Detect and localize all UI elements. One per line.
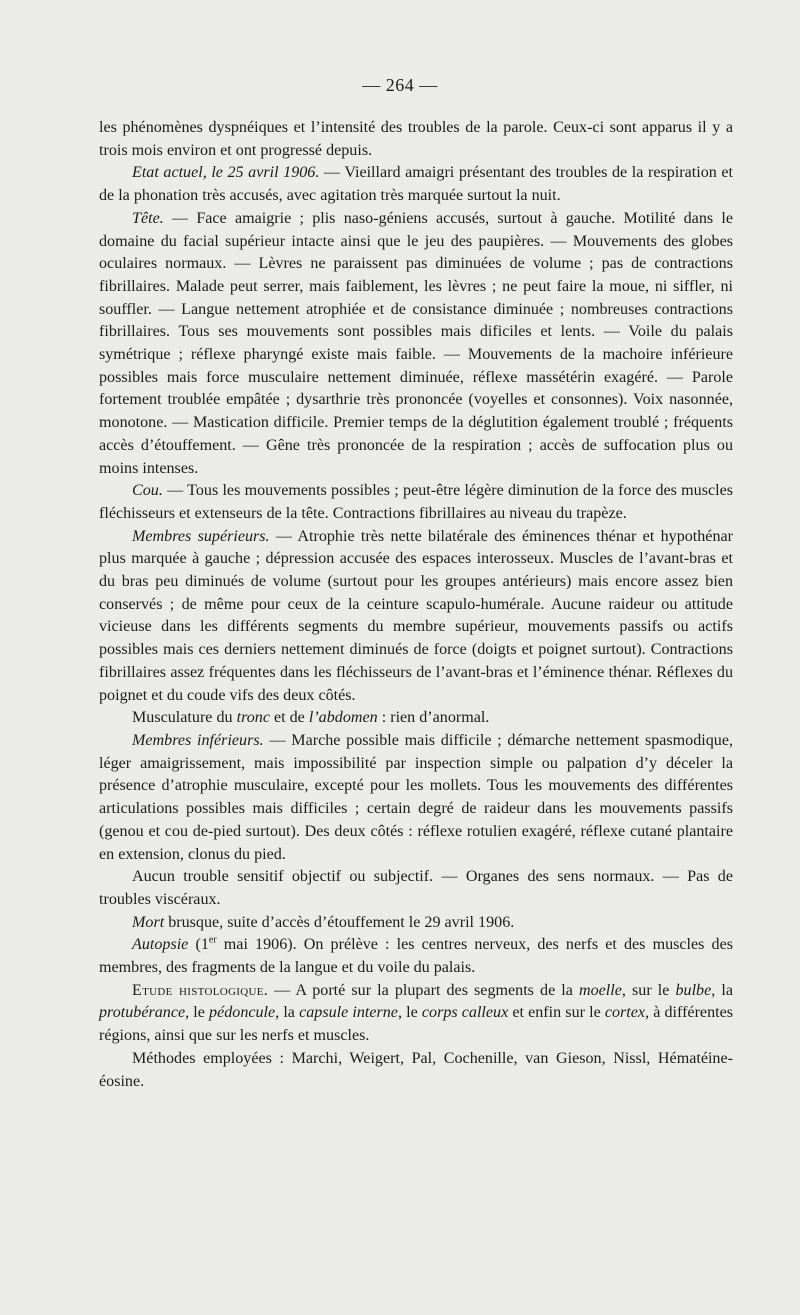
text-run: , à différentes régions, ainsi que sur les nerfs et muscles. [99,1004,734,1045]
small-caps-heading: Etude histologique. [132,981,269,999]
paragraph [99,980,733,1048]
text-run: — Marche possible mais difficile ; démarche nettement spasmodique, léger amaigrissement, mais impossibilité par inspection simple ou palpation d’y déceler la présence d’atrophie musculaire, excepté pour les mollets. Tous les mouvements des différentes articulations possibles mais difficiles ; certain degré de raideur dans les mouvements passifs (genou et cou de-pied surtout). Des deux côtés : réflexe rotulien exagéré, réflexe cutané plantaire en extension, clonus du pied. [99,731,733,863]
italic-text: corps calleux [421,1004,509,1022]
paragraph [99,208,733,480]
italic-text: Membres inférieurs. [132,731,264,749]
italic-text: tronc [236,709,270,727]
paragraph [99,117,733,162]
text-run: brusque, suite d’accès d’étouffement le 29 avril 1906. [164,913,515,931]
text-run: les phénomènes dyspnéiques et l’intensité des troubles de la parole. Ceux-ci sont apparus il y a trois mois environ et ont progressé depuis. [99,119,733,159]
text-run: — Atrophie très nette bilatérale des éminences thénar et hypothénar plus marquée à gauche ; dépression accusée des espaces interosseux. Muscles de l’avant-bras et du bras peu diminués de volume (surtout pour les groupes antérieurs) mais encore assez bien conservés ; de même pour ceux de la ceinture scapulo-humérale. Aucune raideur ou attitude vicieuse dans les différents segments du membre supérieur, mouvements passifs ou actifs possibles mais ces derniers nettement diminués de force (doigts et poignet surtout). Contractions fibrillaires assez fréquentes dans les fléchisseurs de l’avant-bras et l’éminence thénar. Réflexes du poignet et du coude vifs des deux côtés. [99,527,733,704]
text-run: (1 [188,936,209,954]
text-run: et de [269,709,309,727]
italic-text: cortex [604,1004,646,1022]
paragraph [99,866,733,911]
italic-text: Mort [132,913,165,931]
italic-text: pédoncule [209,1004,276,1022]
body-text [99,117,733,1093]
text-run: , le [185,1004,210,1022]
italic-text: capsule interne [299,1004,398,1022]
text-run: — Face amaigrie ; plis naso-géniens accusés, surtout à gauche. Motilité dans le domaine du facial supérieur intacte ainsi que le jeu des paupières. — Mouvements des globes oculaires normaux. — Lèvres ne paraissent pas diminuées de volume ; pas de contractions fibrillaires. Malade peut serrer, mais faiblement, les lèvres ; ne peut faire la moue, ni siffler, ni souffler. — Langue nettement atrophiée et de consistance diminuée ; nombreuses contractions fibrillaires. Tous ses mouvements sont possibles mais dificiles et lents. — Voile du palais symétrique ; réflexe pharyngé existe mais faible. — Mouvements de la machoire inférieure possibles mais force musculaire nettement diminuée, réflexe massétérin exagéré. — Parole fortement troublée empâtée ; dysarthrie très prononcée (voyelles et consonnes). Voix nasonnée, monotone. — Mastication difficile. Premier temps de la déglutition également troublé ; fréquents accès d’étouffement. — Gêne très prononcée de la respiration ; accès de suffocation plus ou moins intenses. [99,209,733,477]
text-run: er [208,934,217,946]
paragraph [99,526,733,708]
paragraph [99,162,733,207]
text-run: Méthodes employées : Marchi, Weigert, Pal, Cochenille, van Gieson, Nissl, Hématéine-éosine. [99,1049,733,1090]
italic-text: moelle [579,981,622,999]
italic-text: bulbe [675,981,712,999]
page-number: — 264 — [362,75,438,95]
italic-text: protubérance [99,1004,186,1022]
text-run: , la [275,1004,300,1022]
text-run: : rien d’anormal. [377,709,490,727]
paragraph [99,480,733,525]
text-run: et enfin sur le [508,1004,605,1022]
text-run: Musculature du [132,709,237,727]
text-run: — A porté sur la plupart des segments de la [268,981,579,999]
paragraph [99,934,733,979]
text-run: , la [711,981,733,999]
italic-text: Tête. [132,209,164,227]
paragraph [99,707,733,730]
italic-text: Membres supérieurs. [132,527,270,545]
italic-text: Autopsie [132,936,189,954]
text-run: , sur le [621,981,676,999]
paragraph [99,730,733,866]
text-run: — Tous les mouvements possibles ; peut-être légère diminution de la force des muscles fléchisseurs et extenseurs de la tête. Contractions fibrillaires au niveau du trapèze. [99,482,733,522]
text-run: — Vieillard amaigri présentant des troubles de la respiration et de la phonation très accusés, avec agitation très marquée surtout la nuit. [99,164,733,205]
paragraph [99,1048,733,1093]
text-run: mai 1906). On prélève : les centres nerveux, des nerfs et des muscles des membres, des fragments de la langue et du voile du palais. [99,936,733,977]
italic-text: Cou. [132,482,163,500]
paragraph [99,912,733,935]
text-run: Aucun trouble sensitif objectif ou subjectif. — Organes des sens normaux. — Pas de troubles viscéraux. [99,868,733,908]
text-run: , le [397,1004,422,1022]
italic-text: Etat actuel, le 25 avril 1906. [132,164,320,182]
italic-text: l’abdomen [308,709,378,727]
